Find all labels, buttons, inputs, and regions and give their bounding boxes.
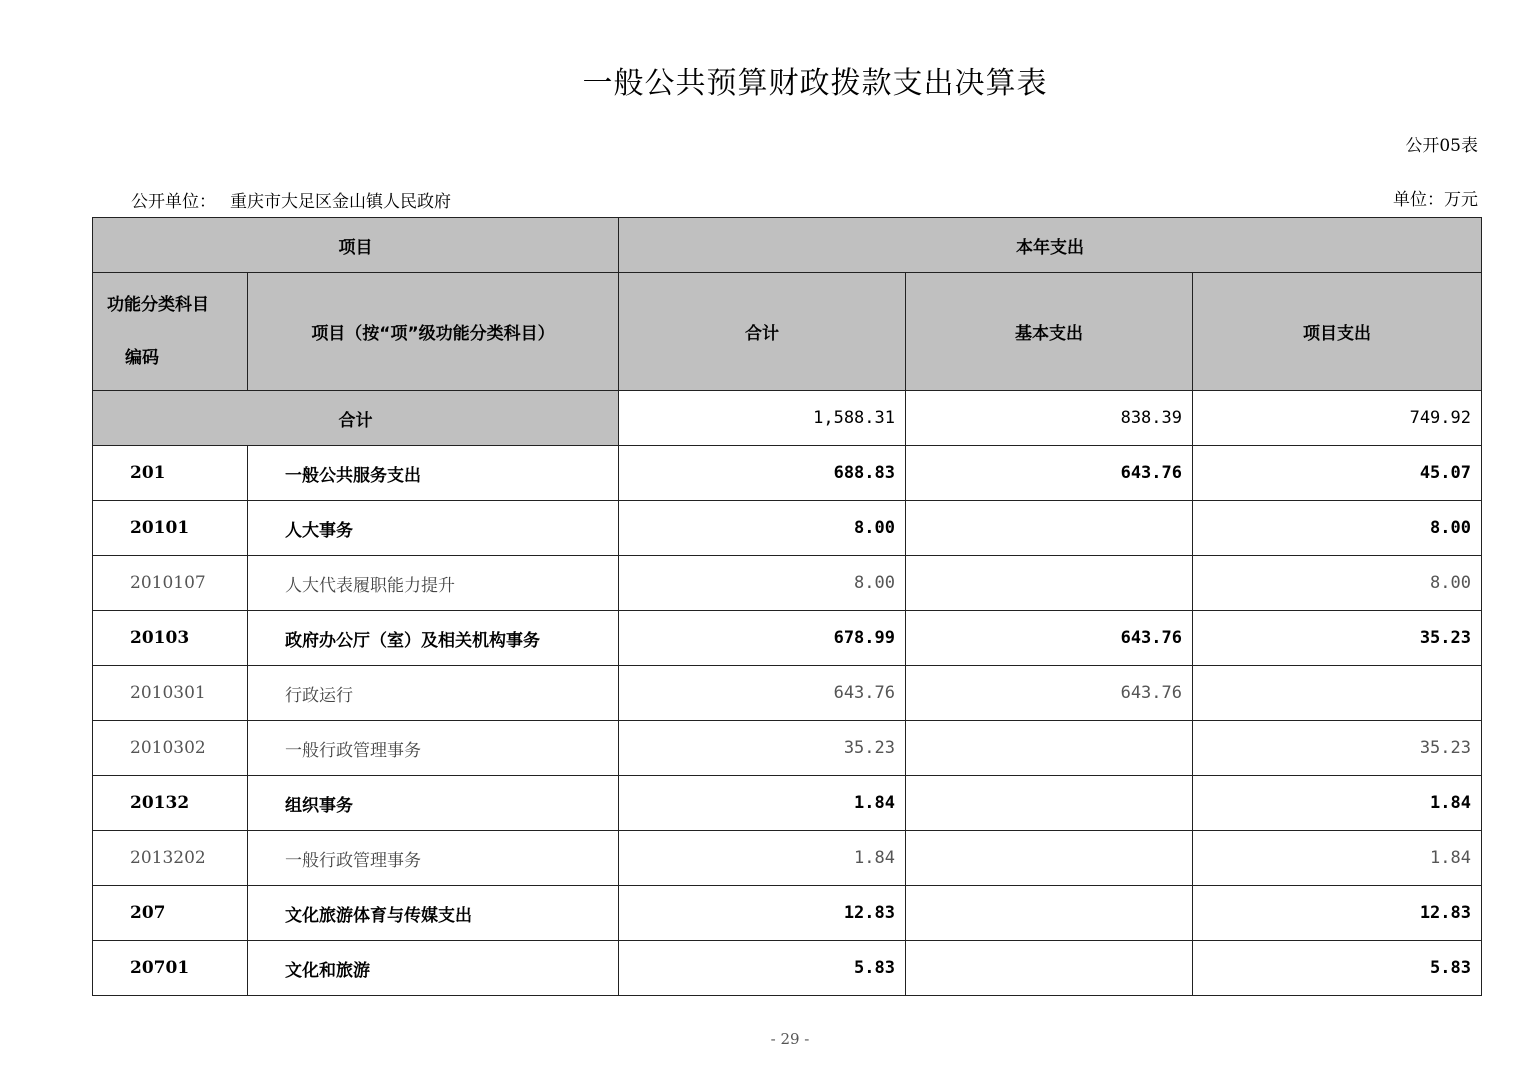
- row-project: 12.83: [1193, 886, 1482, 941]
- row-code: 201: [93, 446, 248, 501]
- total-amount: 1,588.31: [619, 391, 906, 446]
- row-total: 8.00: [619, 501, 906, 556]
- page-number: - 29 -: [770, 1030, 810, 1048]
- row-basic: [906, 941, 1193, 996]
- table-body: [93, 446, 1482, 996]
- row-code: 207: [93, 886, 248, 941]
- row-total: 8.00: [619, 556, 906, 611]
- total-project: 749.92: [1193, 391, 1482, 446]
- header-row-1: [93, 218, 1482, 273]
- row-name: 政府办公厅（室）及相关机构事务: [248, 611, 619, 666]
- header-total: 合计: [619, 273, 906, 391]
- row-total: 5.83: [619, 941, 906, 996]
- row-name: 人大代表履职能力提升: [248, 556, 619, 611]
- row-basic: [906, 831, 1193, 886]
- publishing-unit-label: 公开单位：: [131, 192, 216, 212]
- row-project: 1.84: [1193, 831, 1482, 886]
- header-basic: 基本支出: [906, 273, 1193, 391]
- total-label: 合计: [93, 391, 619, 446]
- row-total: 35.23: [619, 721, 906, 776]
- header-item-name: 项目（按“项”级功能分类科目）: [248, 273, 619, 391]
- row-code: 20101: [93, 501, 248, 556]
- table-row: [93, 666, 1482, 721]
- row-basic: 643.76: [906, 611, 1193, 666]
- table-row: [93, 501, 1482, 556]
- row-project: 8.00: [1193, 501, 1482, 556]
- row-project: 35.23: [1193, 611, 1482, 666]
- row-code: 2010301: [93, 666, 248, 721]
- row-total: 1.84: [619, 831, 906, 886]
- row-total: 1.84: [619, 776, 906, 831]
- row-basic: [906, 556, 1193, 611]
- row-basic: 643.76: [906, 666, 1193, 721]
- page-title: 一般公共预算财政拨款支出决算表: [582, 66, 1048, 101]
- row-code: 20132: [93, 776, 248, 831]
- row-basic: [906, 886, 1193, 941]
- row-code: 20103: [93, 611, 248, 666]
- table-row: [93, 611, 1482, 666]
- row-project: [1193, 666, 1482, 721]
- row-code: 2010107: [93, 556, 248, 611]
- row-project: 8.00: [1193, 556, 1482, 611]
- row-name: 文化和旅游: [248, 941, 619, 996]
- row-code: 2013202: [93, 831, 248, 886]
- header-row-2: [93, 273, 1482, 391]
- table-number: 公开05表: [1405, 136, 1478, 156]
- row-basic: [906, 501, 1193, 556]
- row-project: 5.83: [1193, 941, 1482, 996]
- table-row: [93, 776, 1482, 831]
- row-project: 1.84: [1193, 776, 1482, 831]
- row-basic: [906, 721, 1193, 776]
- row-name: 人大事务: [248, 501, 619, 556]
- row-name: 一般行政管理事务: [248, 831, 619, 886]
- row-total: 688.83: [619, 446, 906, 501]
- row-project: 45.07: [1193, 446, 1482, 501]
- header-code-line2: 编码: [125, 347, 159, 368]
- header-item: 项目: [93, 218, 619, 273]
- row-name: 文化旅游体育与传媒支出: [248, 886, 619, 941]
- row-project: 35.23: [1193, 721, 1482, 776]
- table-row: [93, 886, 1482, 941]
- row-total: 678.99: [619, 611, 906, 666]
- publishing-unit-name: 重庆市大足区金山镇人民政府: [230, 192, 451, 212]
- row-code: 2010302: [93, 721, 248, 776]
- header-code-line1: 功能分类科目: [107, 294, 209, 315]
- publishing-unit: [131, 187, 451, 212]
- table-row: [93, 721, 1482, 776]
- row-basic: 643.76: [906, 446, 1193, 501]
- row-name: 一般行政管理事务: [248, 721, 619, 776]
- row-code: 20701: [93, 941, 248, 996]
- table-row: [93, 831, 1482, 886]
- table-row: [93, 556, 1482, 611]
- header-code: [93, 273, 248, 391]
- row-total: 643.76: [619, 666, 906, 721]
- row-total: 12.83: [619, 886, 906, 941]
- row-basic: [906, 776, 1193, 831]
- total-basic: 838.39: [906, 391, 1193, 446]
- table-row: [93, 941, 1482, 996]
- currency-unit: 单位：万元: [1393, 190, 1478, 210]
- header-project: 项目支出: [1193, 273, 1482, 391]
- total-row: [93, 391, 1482, 446]
- header-current-year: 本年支出: [619, 218, 1482, 273]
- row-name: 行政运行: [248, 666, 619, 721]
- row-name: 一般公共服务支出: [248, 446, 619, 501]
- table-row: [93, 446, 1482, 501]
- row-name: 组织事务: [248, 776, 619, 831]
- budget-table: [92, 217, 1482, 996]
